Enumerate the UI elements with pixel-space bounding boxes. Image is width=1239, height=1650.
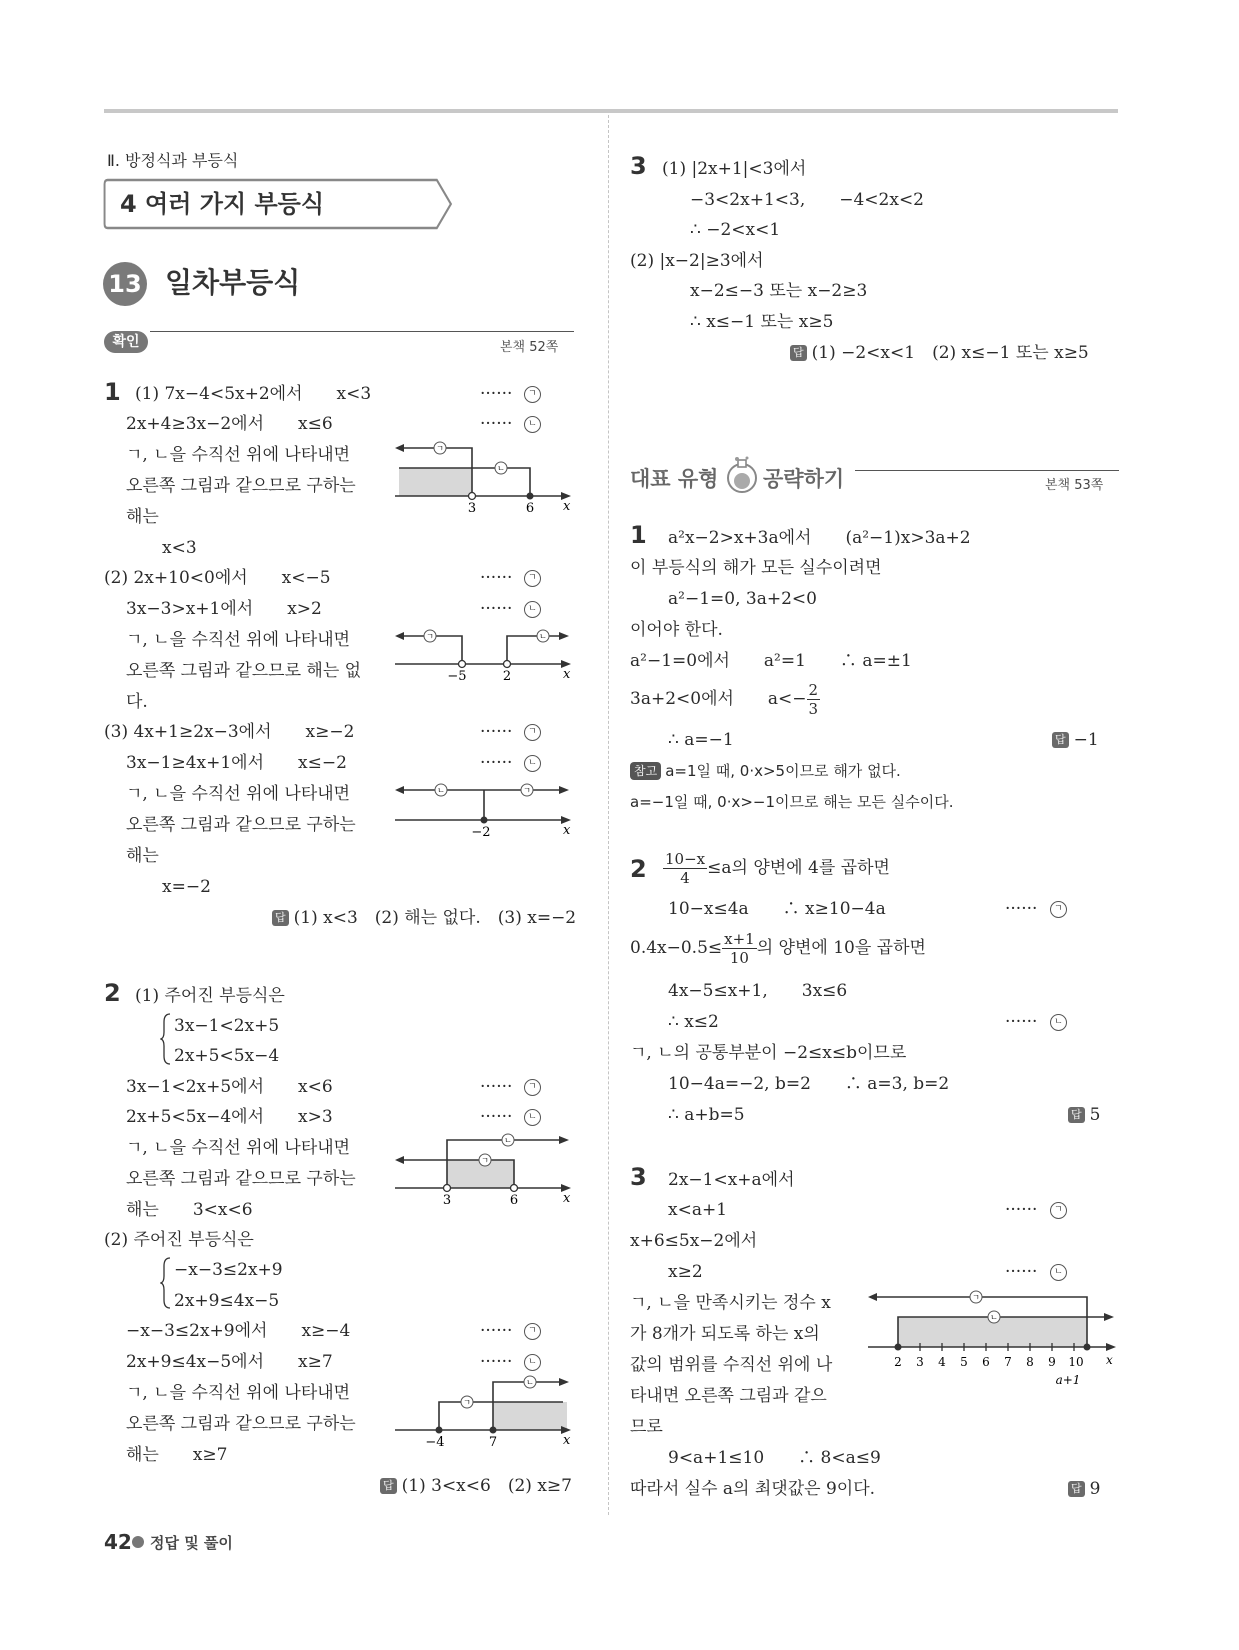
marker-dots: ······ [480, 1352, 513, 1372]
r2-line-7: 10−4a=−2, b=2 ∴ a=3, b=2 [668, 1074, 950, 1094]
p1-line-4: 오른쪽 그림과 같으므로 구하는 [126, 476, 356, 496]
lesson-number: 13 [108, 270, 142, 298]
r1-note-1: 참고 a=1일 때, 0·x>5이므로 해가 없다. [630, 760, 901, 782]
number-line-r3 [868, 1285, 1120, 1390]
r2-line-1: $\frac{10-x}{4}$ ≤a의 양변에 4를 곱하면 [665, 850, 890, 887]
tick-label: 6 [525, 501, 535, 515]
rep-1-number: 1 [630, 521, 647, 549]
answer-icon: 답 [1068, 1107, 1085, 1123]
p2-system-4: 2x+9≤4x−5 [174, 1291, 280, 1311]
r1-line-4: 이어야 한다. [630, 620, 723, 640]
axis-label: x [563, 499, 571, 514]
r3-line-5: ㄱ, ㄴ을 만족시키는 정수 x [630, 1293, 831, 1313]
closed-point [490, 1427, 497, 1434]
rep-ref: 본책 53쪽 [1045, 478, 1104, 493]
r2-line-8: ∴ a+b=5 [668, 1105, 745, 1125]
r2-answer: 답 5 [1068, 1104, 1100, 1126]
tick-label: 7 [1004, 1355, 1012, 1369]
note-icon: 참고 [630, 762, 661, 780]
tick-label: −2 [471, 825, 491, 840]
r1-answer: 답 −1 [1052, 729, 1099, 751]
marker-dots: ······ [480, 599, 513, 619]
problem-3-number: 3 [630, 152, 647, 180]
overlap-region [493, 1402, 567, 1430]
p3-line-6: ∴ x≤−1 또는 x≥5 [690, 312, 834, 332]
p1-line-5: 해는 [126, 507, 159, 527]
problem-1-number: 1 [104, 378, 121, 406]
marker-dots: ······ [1005, 899, 1038, 919]
r3-line-2: x<a+1 [668, 1200, 728, 1220]
p1-line-14: ㄱ, ㄴ을 수직선 위에 나타내면 [126, 784, 351, 804]
r3-answer: 답 9 [1068, 1478, 1100, 1500]
p3-line-1: (1) |2x+1|<3에서 [662, 159, 807, 179]
marker-dots: ······ [480, 384, 513, 404]
p3-line-2: −3<2x+1<3, −4<2x<2 [690, 190, 924, 210]
rep-label-a: 대표 유형 [630, 467, 719, 491]
marker-b-icon: ㄴ [1050, 1264, 1067, 1281]
svg-text:ㄴ: ㄴ [526, 1378, 534, 1387]
answer-icon: 답 [1068, 1481, 1085, 1497]
closed-point [481, 817, 488, 824]
p2-line-12: 해는 x≥7 [126, 1445, 228, 1465]
rep-label-b: 공략하기 [763, 467, 845, 491]
r3-line-9: 므로 [630, 1417, 663, 1437]
marker-b-icon: ㄴ [524, 601, 541, 618]
p1-line-1: (1) 7x−4<5x+2에서 x<3 [135, 384, 372, 404]
marker-dots: ······ [1005, 1200, 1038, 1220]
r1-note-2: a=−1일 때, 0·x>−1이므로 해는 모든 실수이다. [630, 793, 954, 811]
r1-line-1: a²x−2>x+3a에서 (a²−1)x>3a+2 [668, 528, 971, 548]
p1-line-16: 해는 [126, 846, 159, 866]
number-line-2-1 [395, 1128, 575, 1208]
chapter-label: Ⅱ. 방정식과 부등식 [107, 151, 239, 170]
svg-text:ㄴ: ㄴ [539, 632, 547, 641]
open-point [504, 661, 511, 668]
r1-line-7: ∴ a=−1 [668, 730, 734, 750]
tick-label: 3 [442, 1193, 452, 1208]
system-brace [160, 1256, 172, 1310]
p1-line-6: x<3 [162, 538, 197, 558]
axis-label: x [563, 1433, 571, 1448]
tick-label: 9 [1048, 1355, 1056, 1369]
r3-line-4: x≥2 [668, 1262, 703, 1282]
r3-line-1: 2x−1<x+a에서 [668, 1170, 795, 1190]
open-point [469, 493, 476, 500]
p1-line-2: 2x+4≥3x−2에서 x≤6 [126, 414, 333, 434]
r3-line-6: 가 8개가 되도록 하는 x의 [630, 1324, 820, 1344]
tick-label: −5 [447, 669, 467, 684]
axis-label: x [563, 823, 571, 838]
marker-dots: ······ [480, 1321, 513, 1341]
p2-line-1: (1) 주어진 부등식은 [135, 986, 285, 1006]
marker-b-icon: ㄴ [1050, 1014, 1067, 1031]
marker-dots: ······ [480, 753, 513, 773]
answer-icon: 답 [272, 910, 289, 926]
svg-text:ㄴ: ㄴ [437, 786, 445, 795]
svg-text:ㄴ: ㄴ [504, 1136, 512, 1145]
p3-answer: 답 (1) −2<x<1 (2) x≤−1 또는 x≥5 [790, 342, 1089, 364]
marker-a-icon: ㄱ [524, 724, 541, 741]
closed-point [895, 1344, 902, 1351]
marker-dots: ······ [1005, 1262, 1038, 1282]
svg-text:ㄱ: ㄱ [972, 1293, 980, 1302]
p2-line-10: ㄱ, ㄴ을 수직선 위에 나타내면 [126, 1383, 351, 1403]
p3-line-5: x−2≤−3 또는 x−2≥3 [690, 281, 868, 301]
p3-line-3: ∴ −2<x<1 [690, 220, 781, 240]
p1-line-10: 오른쪽 그림과 같으므로 해는 없 [126, 661, 362, 681]
r1-line-6: 3a+2<0에서 a<− $\frac{2}{3}$ [630, 681, 819, 718]
column-divider [608, 115, 609, 1515]
p2-line-7: (2) 주어진 부등식은 [104, 1230, 254, 1250]
rep-3-number: 3 [630, 1163, 647, 1191]
p2-system-3: −x−3≤2x+9 [174, 1260, 283, 1280]
marker-a-icon: ㄱ [1050, 901, 1067, 918]
svg-text:ㄱ: ㄱ [426, 632, 434, 641]
p1-line-17: x=−2 [162, 877, 211, 897]
open-point [444, 1185, 451, 1192]
p1-line-11: 다. [126, 692, 148, 712]
r1-line-5: a²−1=0에서 a²=1 ∴ a=±1 [630, 651, 912, 671]
open-point [511, 1185, 518, 1192]
r3-line-8: 타내면 오른쪽 그림과 같으 [630, 1386, 827, 1406]
marker-dots: ······ [480, 1077, 513, 1097]
tick-label: 7 [488, 1435, 498, 1450]
marker-dots: ······ [480, 568, 513, 588]
section-title: 4 여러 가지 부등식 [120, 190, 325, 218]
closed-point [1084, 1344, 1091, 1351]
marker-b-icon: ㄴ [524, 1354, 541, 1371]
svg-text:ㄴ: ㄴ [990, 1313, 998, 1322]
r3-line-7: 값의 범위를 수직선 위에 나 [630, 1355, 833, 1375]
tick-label: 8 [1026, 1355, 1034, 1369]
p2-line-6: 해는 3<x<6 [126, 1200, 253, 1220]
p1-line-12: (3) 4x+1≥2x−3에서 x≥−2 [104, 722, 355, 742]
rep-2-number: 2 [630, 855, 647, 883]
svg-text:ㄱ: ㄱ [481, 1156, 489, 1165]
p1-line-9: ㄱ, ㄴ을 수직선 위에 나타내면 [126, 630, 351, 650]
number-line-1-1 [395, 440, 575, 515]
closed-point [527, 493, 534, 500]
number-line-2-2 [395, 1374, 575, 1454]
r3-line-11: 따라서 실수 a의 최댓값은 9이다. [630, 1479, 876, 1499]
axis-label: x [563, 1191, 571, 1206]
p1-line-13: 3x−1≥4x+1에서 x≤−2 [126, 753, 347, 773]
marker-a-icon: ㄱ [524, 386, 541, 403]
answer-icon: 답 [380, 1478, 397, 1494]
tick-label: 2 [502, 669, 512, 684]
p2-line-5: 오른쪽 그림과 같으므로 구하는 [126, 1169, 356, 1189]
marker-a-icon: ㄱ [524, 1079, 541, 1096]
r2-line-4: 4x−5≤x+1, 3x≤6 [668, 981, 848, 1001]
r2-line-2: 10−x≤4a ∴ x≥10−4a [668, 899, 886, 919]
p2-line-4: ㄱ, ㄴ을 수직선 위에 나타내면 [126, 1138, 351, 1158]
p2-system-1: 3x−1<2x+5 [174, 1016, 280, 1036]
page-number: 42 [104, 1530, 132, 1554]
r1-line-3: a²−1=0, 3a+2<0 [668, 589, 817, 609]
closed-point [436, 1427, 443, 1434]
tick-label: 3 [916, 1355, 924, 1369]
p1-line-7: (2) 2x+10<0에서 x<−5 [104, 568, 331, 588]
r2-line-6: ㄱ, ㄴ의 공통부분이 −2≤x≤b이므로 [630, 1043, 907, 1063]
p1-answer: 답 (1) x<3 (2) 해는 없다. (3) x=−2 [272, 907, 576, 929]
number-line-1-3 [395, 778, 575, 846]
tick-label: 10 [1068, 1355, 1084, 1369]
top-rule [104, 109, 1118, 113]
bullet-icon [132, 1536, 144, 1548]
axis-label: x [1106, 1353, 1113, 1367]
p2-line-11: 오른쪽 그림과 같으므로 구하는 [126, 1414, 356, 1434]
p1-line-3: ㄱ, ㄴ을 수직선 위에 나타내면 [126, 445, 351, 465]
marker-b-icon: ㄴ [524, 416, 541, 433]
svg-text:ㄱ: ㄱ [523, 786, 531, 795]
tick-label: 6 [509, 1193, 519, 1208]
p2-line-3: 2x+5<5x−4에서 x>3 [126, 1107, 333, 1127]
problem-2-number: 2 [104, 979, 121, 1007]
marker-dots: ······ [480, 414, 513, 434]
check-label: 확인 [104, 331, 148, 353]
answer-icon: 답 [790, 345, 807, 361]
tick-label: 6 [982, 1355, 990, 1369]
marker-dots: ······ [1005, 1012, 1038, 1032]
r2-line-3: 0.4x−0.5≤ $\frac{x+1}{10}$ 의 양변에 10을 곱하면 [630, 930, 926, 967]
p2-answer: 답 (1) 3<x<6 (2) x≥7 [380, 1475, 572, 1497]
p2-system-2: 2x+5<5x−4 [174, 1046, 280, 1066]
svg-text:ㄴ: ㄴ [497, 464, 505, 473]
svg-text:ㄱ: ㄱ [463, 1398, 471, 1407]
lesson-title: 일차부등식 [165, 266, 301, 299]
rep-rule [855, 470, 1119, 471]
marker-dots: ······ [480, 722, 513, 742]
tick-label: −4 [425, 1435, 445, 1450]
flask-icon [725, 456, 759, 496]
check-ref: 본책 52쪽 [500, 340, 559, 355]
p1-line-8: 3x−3>x+1에서 x>2 [126, 599, 322, 619]
overlap-region [399, 468, 472, 496]
r1-line-2: 이 부등식의 해가 모든 실수이려면 [630, 558, 882, 578]
p2-line-2: 3x−1<2x+5에서 x<6 [126, 1077, 333, 1097]
marker-dots: ······ [480, 1107, 513, 1127]
p2-line-8: −x−3≤2x+9에서 x≥−4 [126, 1321, 351, 1341]
system-brace [160, 1012, 172, 1066]
marker-b-icon: ㄴ [524, 755, 541, 772]
tick-label: 5 [960, 1355, 968, 1369]
p3-line-4: (2) |x−2|≥3에서 [630, 251, 764, 271]
tick-label: a+1 [1055, 1373, 1081, 1387]
check-rule [150, 331, 574, 332]
marker-b-icon: ㄴ [524, 1109, 541, 1126]
tick-label: 4 [938, 1355, 946, 1369]
svg-text:ㄱ: ㄱ [436, 444, 444, 453]
open-point [459, 661, 466, 668]
tick-label: 3 [467, 501, 477, 515]
r3-line-10: 9<a+1≤10 ∴ 8<a≤9 [668, 1448, 881, 1468]
marker-a-icon: ㄱ [524, 1323, 541, 1340]
marker-a-icon: ㄱ [524, 570, 541, 587]
number-line-1-2 [395, 622, 575, 690]
answer-icon: 답 [1052, 732, 1069, 748]
tick-label: 2 [894, 1355, 902, 1369]
p2-line-9: 2x+9≤4x−5에서 x≥7 [126, 1352, 333, 1372]
r2-line-5: ∴ x≤2 [668, 1012, 719, 1032]
marker-a-icon: ㄱ [1050, 1202, 1067, 1219]
footer-label: 정답 및 풀이 [150, 1534, 233, 1552]
p1-line-15: 오른쪽 그림과 같으므로 구하는 [126, 815, 356, 835]
axis-label: x [563, 667, 571, 682]
r3-line-3: x+6≤5x−2에서 [630, 1231, 758, 1251]
